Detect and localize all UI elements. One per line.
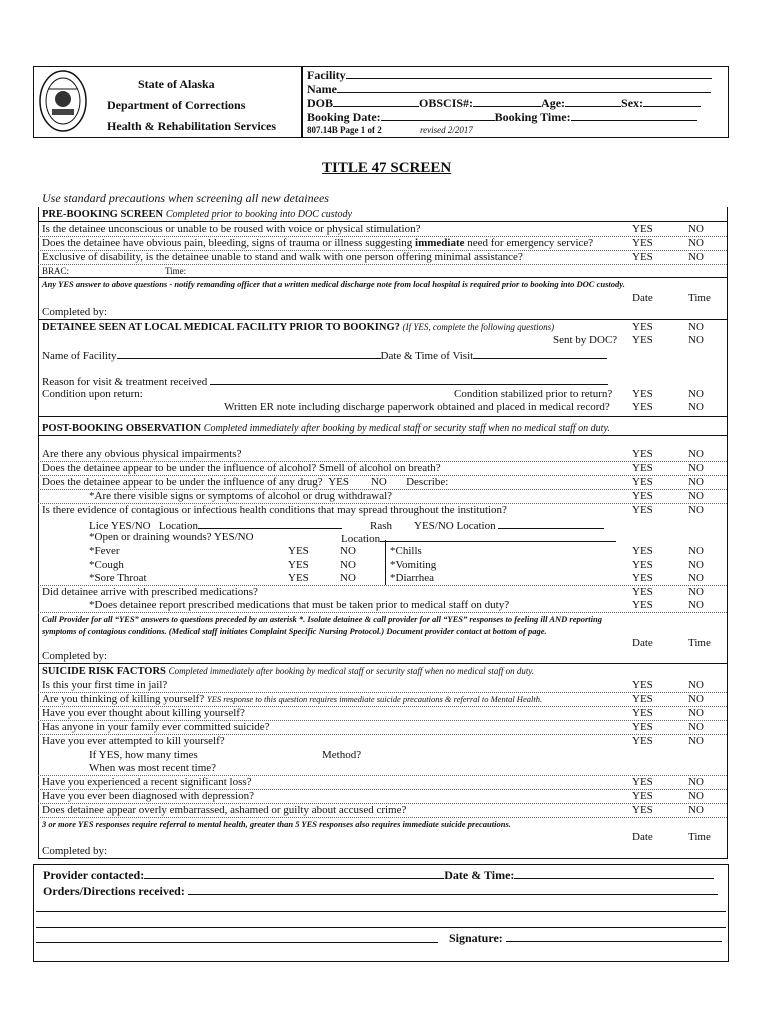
form-number: 807.14B Page 1 of 2 — [307, 125, 382, 135]
suicide-q6: Have you experienced a recent significant loss? — [42, 776, 252, 788]
wounds-location-label: Location — [341, 533, 381, 545]
suicide-q1-no[interactable]: NO — [688, 679, 704, 691]
post-booking-heading-row — [42, 422, 610, 434]
booking-date-field[interactable] — [381, 110, 495, 121]
date-time-visit-label: Date & Time of Visit — [380, 350, 474, 362]
post-booking-completed-by: Completed by: — [42, 650, 108, 662]
signature-field[interactable] — [506, 931, 722, 942]
post-q2-yes[interactable]: YES — [632, 462, 653, 474]
post-q6-no[interactable]: NO — [688, 586, 704, 598]
sore-throat-no[interactable]: NO — [340, 572, 356, 584]
orders-field[interactable] — [188, 884, 718, 895]
fever-yes[interactable]: YES — [288, 545, 309, 557]
suicide-q5: Have you ever attempted to kill yourself? — [42, 735, 225, 747]
post-q4: *Are there visible signs or symptoms of alcohol or drug withdrawal? — [89, 490, 393, 502]
lice-label: Lice YES/NO — [89, 520, 151, 532]
er-note-question: Written ER note including discharge paperwork obtained and placed in medical record? — [224, 401, 610, 413]
suicide-heading-note: Completed immediately after booking by medical staff or security staff when no medical staff on duty. — [168, 666, 535, 676]
sex-field[interactable] — [643, 96, 701, 107]
booking-time-label: Booking Time: — [494, 110, 571, 124]
local-facility-heading-row — [42, 321, 554, 333]
local-facility-heading-note: (If YES, complete the following questions) — [402, 322, 555, 332]
orders-line-3[interactable] — [36, 927, 726, 928]
suicide-q3: Have you ever thought about killing yourself? — [42, 707, 245, 719]
suicide-q3-yes[interactable]: YES — [632, 707, 653, 719]
prebooking-note: Any YES answer to above questions - notify remanding officer that a written medical discharge note from local hospital is required prior to booking into DOC custody. — [42, 279, 625, 289]
post-q2: Does the detainee appear to be under the influence of alcohol? Smell of alcohol on breath? — [42, 462, 441, 474]
suicide-q2-row — [42, 693, 542, 705]
chills-yes[interactable]: YES — [632, 545, 653, 557]
post-q4-no[interactable]: NO — [688, 490, 704, 502]
post-q4-yes[interactable]: YES — [632, 490, 653, 502]
post-q7-yes[interactable]: YES — [632, 599, 653, 611]
signature-label: Signature: — [449, 931, 503, 945]
condition-label: Condition upon return: — [42, 388, 143, 400]
local-facility-no[interactable]: NO — [688, 321, 704, 333]
symptom-divider — [385, 540, 386, 585]
prebooking-q3-no[interactable]: NO — [688, 251, 704, 263]
suicide-q4-no[interactable]: NO — [688, 721, 704, 733]
cough-label: *Cough — [89, 559, 124, 571]
sent-by-doc-no[interactable]: NO — [688, 334, 704, 346]
facility-label: Facility — [307, 68, 346, 82]
date-time-label: Date & Time: — [444, 868, 515, 882]
prebooking-q3-yes[interactable]: YES — [632, 251, 653, 263]
suicide-q3-no[interactable]: NO — [688, 707, 704, 719]
suicide-q4: Has anyone in your family ever committed suicide? — [42, 721, 270, 733]
fever-label: *Fever — [89, 545, 120, 557]
attempts-count-label: If YES, how many times — [89, 749, 198, 761]
org-line-3: Health & Rehabilitation Services — [107, 119, 276, 133]
suicide-q8-no[interactable]: NO — [688, 804, 704, 816]
divider — [38, 663, 727, 664]
dob-label: DOB — [307, 96, 334, 110]
er-note-no[interactable]: NO — [688, 401, 704, 413]
suicide-q5-no[interactable]: NO — [688, 735, 704, 747]
prebooking-time-label: Time — [688, 292, 711, 304]
suicide-q8-yes[interactable]: YES — [632, 804, 653, 816]
divider — [38, 817, 727, 818]
signature-left-line[interactable] — [36, 932, 438, 943]
suicide-heading-row — [42, 665, 534, 677]
suicide-q1-yes[interactable]: YES — [632, 679, 653, 691]
post-q3-yes[interactable]: YES — [632, 476, 653, 488]
rash-location-label: YES/NO Location — [414, 520, 496, 532]
prebooking-q1-yes[interactable]: YES — [632, 223, 653, 235]
post-q2-no[interactable]: NO — [688, 462, 704, 474]
prebooking-q1-no[interactable]: NO — [688, 223, 704, 235]
header-divider — [301, 66, 303, 137]
booking-date-label: Booking Date: — [307, 110, 381, 124]
post-q5-yes[interactable]: YES — [632, 504, 653, 516]
suicide-q2: Are you thinking of killing yourself? — [42, 693, 205, 705]
suicide-completed-by: Completed by: — [42, 845, 108, 857]
suicide-q5-yes[interactable]: YES — [632, 735, 653, 747]
vomiting-yes[interactable]: YES — [632, 559, 653, 571]
suicide-time-label: Time — [688, 831, 711, 843]
suicide-heading: SUICIDE RISK FACTORS — [42, 666, 166, 677]
post-q7-no[interactable]: NO — [688, 599, 704, 611]
post-q7: *Does detainee report prescribed medications that must be taken prior to medical staff on duty? — [89, 599, 510, 611]
prebooking-q2-no[interactable]: NO — [688, 237, 704, 249]
diarrhea-yes[interactable]: YES — [632, 572, 653, 584]
org-line-2: Department of Corrections — [107, 98, 246, 112]
name-field[interactable] — [337, 82, 711, 93]
prebooking-heading: PRE-BOOKING SCREEN — [42, 209, 164, 220]
brac-label: BRAC: — [42, 266, 70, 276]
post-booking-note-2: symptoms of contagious conditions. (Medical staff initiates Complaint Specific Nursing Protocol.) Document provider contact at bottom of page. — [42, 626, 547, 636]
obscis-label: OBSCIS#: — [419, 96, 474, 110]
suicide-note: 3 or more YES responses require referral to mental health, greater than 5 YES responses also requires immediate suicide precautions. — [42, 819, 511, 829]
precautions-note: Use standard precautions when screening all new detainees — [42, 191, 329, 205]
name-label: Name — [307, 82, 337, 96]
prebooking-q3: Exclusive of disability, is the detainee unable to stand and walk with one person offering minimal assistance? — [42, 251, 523, 263]
stabilized-yes[interactable]: YES — [632, 388, 653, 400]
age-field[interactable] — [565, 96, 621, 107]
suicide-q7: Have you ever been diagnosed with depression? — [42, 790, 254, 802]
wounds-location-field[interactable] — [380, 531, 616, 542]
post-q1-yes[interactable]: YES — [632, 448, 653, 460]
prebooking-heading-note: Completed prior to booking into DOC custody — [165, 209, 352, 220]
local-facility-heading: DETAINEE SEEN AT LOCAL MEDICAL FACILITY PRIOR TO BOOKING? — [42, 322, 400, 333]
lice-location-field[interactable] — [198, 518, 342, 529]
provider-contacted-label: Provider contacted: — [43, 868, 145, 882]
diarrhea-no[interactable]: NO — [688, 572, 704, 584]
date-time-visit-field[interactable] — [473, 348, 607, 359]
post-booking-heading: POST-BOOKING OBSERVATION — [42, 423, 202, 434]
state-seal-icon — [38, 69, 88, 133]
most-recent-label: When was most recent time? — [89, 762, 217, 774]
post-q6-yes[interactable]: YES — [632, 586, 653, 598]
local-facility-yes[interactable]: YES — [632, 321, 653, 333]
diarrhea-label: *Diarrhea — [390, 572, 434, 584]
divider — [38, 435, 727, 436]
reason-label: Reason for visit & treatment received — [42, 376, 208, 388]
chills-label: *Chills — [390, 545, 422, 557]
rash-label: Rash — [370, 520, 392, 532]
vomiting-no[interactable]: NO — [688, 559, 704, 571]
provider-contacted-field[interactable] — [144, 868, 444, 879]
post-booking-date-label: Date — [632, 637, 653, 649]
post-q5: Is there evidence of contagious or infectious health conditions that may spread throughout the institution? — [42, 504, 507, 516]
prebooking-completed-by: Completed by: — [42, 306, 108, 318]
divider — [38, 264, 727, 265]
post-booking-time-label: Time — [688, 637, 711, 649]
post-booking-note-1: Call Provider for all “YES” answers to questions preceded by an asterisk *. Isolate detainee & call provider for all “YES” responses to feeling ill AND reporting — [42, 614, 602, 624]
sex-label: Sex: — [621, 96, 644, 110]
attempt-method-label: Method? — [322, 749, 362, 761]
provider-date-time-field[interactable] — [514, 868, 714, 879]
divider — [38, 277, 727, 278]
prebooking-q1: Is the detainee unconscious or unable to be roused with voice or physical stimulation? — [42, 223, 421, 235]
suicide-q7-no[interactable]: NO — [688, 790, 704, 802]
chills-no[interactable]: NO — [688, 545, 704, 557]
prebooking-q2: Does the detainee have obvious pain, bleeding, signs of trauma or illness suggesting immediate need for emergency service? — [42, 237, 594, 249]
post-booking-heading-note: Completed immediately after booking by medical staff or security staff when no medical staff on duty. — [203, 423, 610, 434]
post-q6: Did detainee arrive with prescribed medications? — [42, 586, 258, 598]
suicide-q8: Does detainee appear overly embarrassed, ashamed or guilty about accused crime? — [42, 804, 407, 816]
sore-throat-yes[interactable]: YES — [288, 572, 309, 584]
name-of-facility-field[interactable] — [117, 348, 381, 359]
cough-yes[interactable]: YES — [288, 559, 309, 571]
suicide-q7-yes[interactable]: YES — [632, 790, 653, 802]
stabilized-question: Condition stabilized prior to return? — [454, 388, 613, 400]
post-q1-no[interactable]: NO — [688, 448, 704, 460]
sent-by-doc: Sent by DOC? — [553, 334, 618, 346]
org-line-1: State of Alaska — [138, 77, 215, 91]
lice-location-label: Location — [158, 520, 198, 532]
suicide-date-label: Date — [632, 831, 653, 843]
revised-date: revised 2/2017 — [420, 125, 473, 135]
suicide-q2-no[interactable]: NO — [688, 693, 704, 705]
suicide-q4-yes[interactable]: YES — [632, 721, 653, 733]
orders-label: Orders/Directions received: — [43, 884, 185, 898]
divider — [38, 416, 727, 417]
facility-field[interactable] — [346, 68, 712, 79]
name-of-facility-label: Name of Facility — [42, 350, 117, 362]
prebooking-q2-yes[interactable]: YES — [632, 237, 653, 249]
suicide-q6-no[interactable]: NO — [688, 776, 704, 788]
prebooking-date-label: Date — [632, 292, 653, 304]
post-q5-no[interactable]: NO — [688, 504, 704, 516]
post-q3: Does the detainee appear to be under the influence of any drug? YES NO Describe: — [42, 476, 449, 488]
suicide-q2-yes[interactable]: YES — [632, 693, 653, 705]
brac-time-label: Time: — [165, 266, 187, 276]
divider — [38, 612, 727, 613]
page-title: TITLE 47 SCREEN — [322, 160, 452, 176]
stabilized-no[interactable]: NO — [688, 388, 704, 400]
rash-location-field[interactable] — [498, 518, 604, 529]
suicide-q2-note: YES response to this question requires immediate suicide precautions & referral to Mental Health. — [206, 694, 543, 704]
divider — [38, 319, 727, 320]
suicide-q1: Is this your first time in jail? — [42, 679, 168, 691]
sore-throat-label: *Sore Throat — [89, 572, 147, 584]
open-wounds-label: *Open or draining wounds? YES/NO — [89, 531, 254, 543]
sent-by-doc-yes[interactable]: YES — [632, 334, 653, 346]
post-q3-no[interactable]: NO — [688, 476, 704, 488]
cough-no[interactable]: NO — [340, 559, 356, 571]
age-label: Age: — [541, 96, 566, 110]
reason-field[interactable] — [210, 374, 608, 385]
vomiting-label: *Vomiting — [390, 559, 437, 571]
divider — [38, 221, 727, 222]
obscis-field[interactable] — [473, 96, 541, 107]
booking-time-field[interactable] — [571, 110, 697, 121]
fever-no[interactable]: NO — [340, 545, 356, 557]
dob-field[interactable] — [333, 96, 419, 107]
er-note-yes[interactable]: YES — [632, 401, 653, 413]
prebooking-heading-row — [42, 208, 352, 220]
orders-line-2[interactable] — [36, 911, 726, 912]
suicide-q6-yes[interactable]: YES — [632, 776, 653, 788]
post-q1: Are there any obvious physical impairments? — [42, 448, 242, 460]
